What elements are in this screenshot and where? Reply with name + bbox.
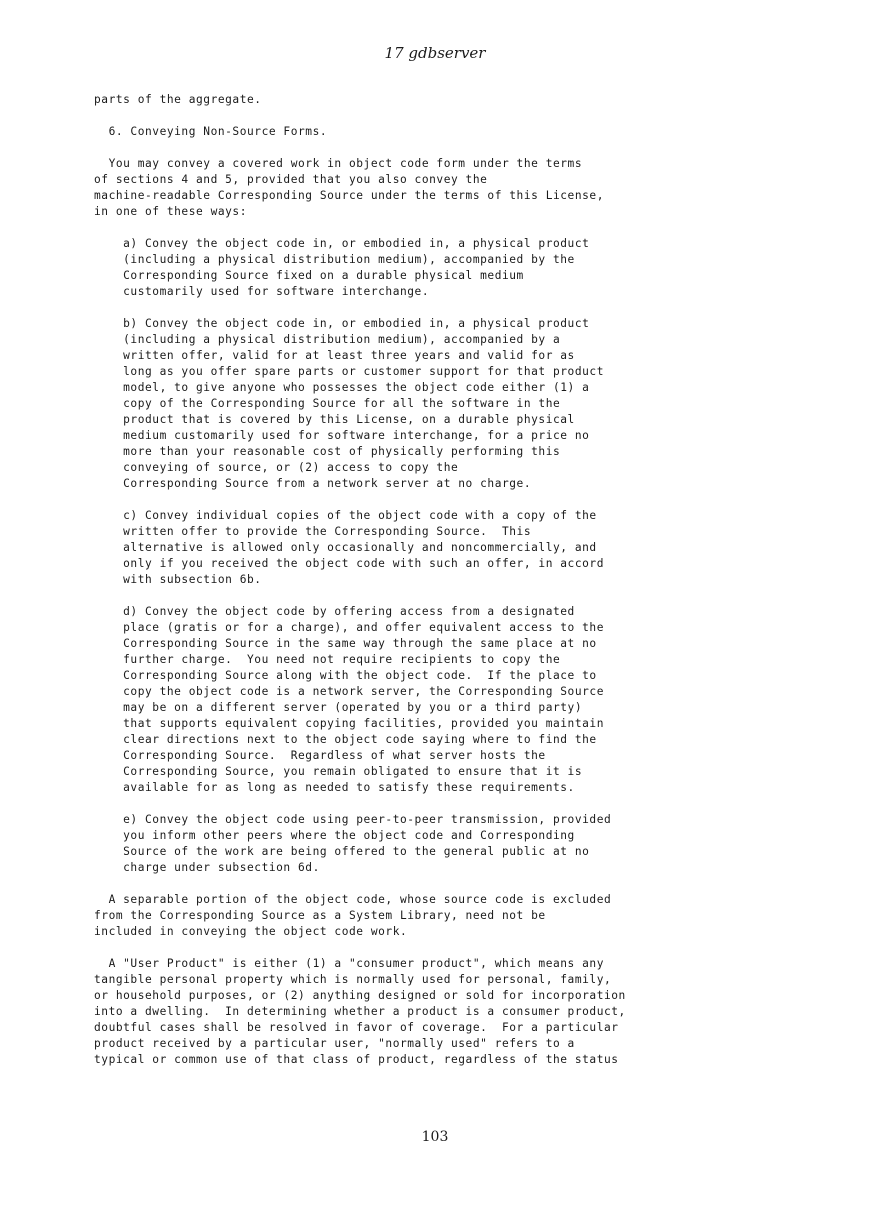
text-line: customarily used for software interchange. (94, 285, 430, 298)
text-line: A separable portion of the object code, whose source code is excluded (94, 893, 612, 906)
text-line: or household purposes, or (2) anything designed or sold for incorporation (94, 989, 626, 1002)
text-line: product that is covered by this License, on a durable physical (94, 413, 575, 426)
text-line: a) Convey the object code in, or embodied in, a physical product (94, 237, 590, 250)
text-line: into a dwelling. In determining whether a product is a consumer product, (94, 1005, 626, 1018)
text-line: Corresponding Source, you remain obligated to ensure that it is (94, 765, 583, 778)
text-line: clear directions next to the object code saying where to find the (94, 733, 597, 746)
text-line: parts of the aggregate. (94, 93, 262, 106)
text-line: written offer to provide the Corresponding Source. This (94, 525, 532, 538)
text-line: included in conveying the object code work. (94, 925, 408, 938)
text-line: doubtful cases shall be resolved in favor of coverage. For a particular (94, 1021, 619, 1034)
text-line: in one of these ways: (94, 205, 247, 218)
text-line: with subsection 6b. (94, 573, 262, 586)
text-line: written offer, valid for at least three years and valid for as (94, 349, 575, 362)
text-line: Corresponding Source. Regardless of what server hosts the (94, 749, 546, 762)
text-line: further charge. You need not require recipients to copy the (94, 653, 561, 666)
text-line: copy of the Corresponding Source for all the software in the (94, 397, 561, 410)
text-line: medium customarily used for software interchange, for a price no (94, 429, 590, 442)
text-line: tangible personal property which is normally used for personal, family, (94, 973, 612, 986)
text-line: typical or common use of that class of product, regardless of the status (94, 1053, 619, 1066)
text-line: A "User Product" is either (1) a "consumer product", which means any (94, 957, 604, 970)
page-number: 103 (421, 1129, 449, 1145)
text-line: (including a physical distribution medium), accompanied by the (94, 253, 575, 266)
text-line: b) Convey the object code in, or embodied in, a physical product (94, 317, 590, 330)
text-line: alternative is allowed only occasionally and noncommercially, and (94, 541, 597, 554)
text-line (94, 108, 794, 124)
text-line (94, 940, 794, 956)
text-line (94, 796, 794, 812)
text-line: conveying of source, or (2) access to copy the (94, 461, 459, 474)
text-line: Corresponding Source fixed on a durable physical medium (94, 269, 524, 282)
text-line (94, 876, 794, 892)
text-line: d) Convey the object code by offering access from a designated (94, 605, 575, 618)
text-line: machine-readable Corresponding Source under the terms of this License, (94, 189, 604, 202)
text-line: available for as long as needed to satisfy these requirements. (94, 781, 575, 794)
text-line: c) Convey individual copies of the object code with a copy of the (94, 509, 597, 522)
text-line (94, 220, 794, 236)
text-line (94, 492, 794, 508)
text-line: place (gratis or for a charge), and offer equivalent access to the (94, 621, 604, 634)
text-line: charge under subsection 6d. (94, 861, 320, 874)
running-header: 17 gdbserver (384, 44, 486, 62)
text-line: Corresponding Source in the same way through the same place at no (94, 637, 597, 650)
text-line: from the Corresponding Source as a System Library, need not be (94, 909, 546, 922)
text-line: e) Convey the object code using peer-to-peer transmission, provided (94, 813, 612, 826)
text-line: of sections 4 and 5, provided that you also convey the (94, 173, 488, 186)
license-text-body (94, 92, 794, 1068)
text-line: copy the object code is a network server, the Corresponding Source (94, 685, 604, 698)
text-line: (including a physical distribution medium), accompanied by a (94, 333, 561, 346)
text-line (94, 588, 794, 604)
text-line: You may convey a covered work in object code form under the terms (94, 157, 583, 170)
text-line: model, to give anyone who possesses the object code either (1) a (94, 381, 590, 394)
section-heading: 6. Conveying Non-Source Forms. (94, 125, 328, 138)
text-line: Corresponding Source from a network server at no charge. (94, 477, 532, 490)
text-line: may be on a different server (operated by you or a third party) (94, 701, 583, 714)
text-line (94, 140, 794, 156)
text-line (94, 300, 794, 316)
text-line: more than your reasonable cost of physically performing this (94, 445, 561, 458)
text-line: Corresponding Source along with the object code. If the place to (94, 669, 597, 682)
text-line: Source of the work are being offered to the general public at no (94, 845, 590, 858)
text-line: that supports equivalent copying facilities, provided you maintain (94, 717, 604, 730)
text-line: product received by a particular user, "normally used" refers to a (94, 1037, 575, 1050)
text-line: you inform other peers where the object code and Corresponding (94, 829, 575, 842)
text-line: long as you offer spare parts or customer support for that product (94, 365, 604, 378)
text-line: only if you received the object code with such an offer, in accord (94, 557, 604, 570)
